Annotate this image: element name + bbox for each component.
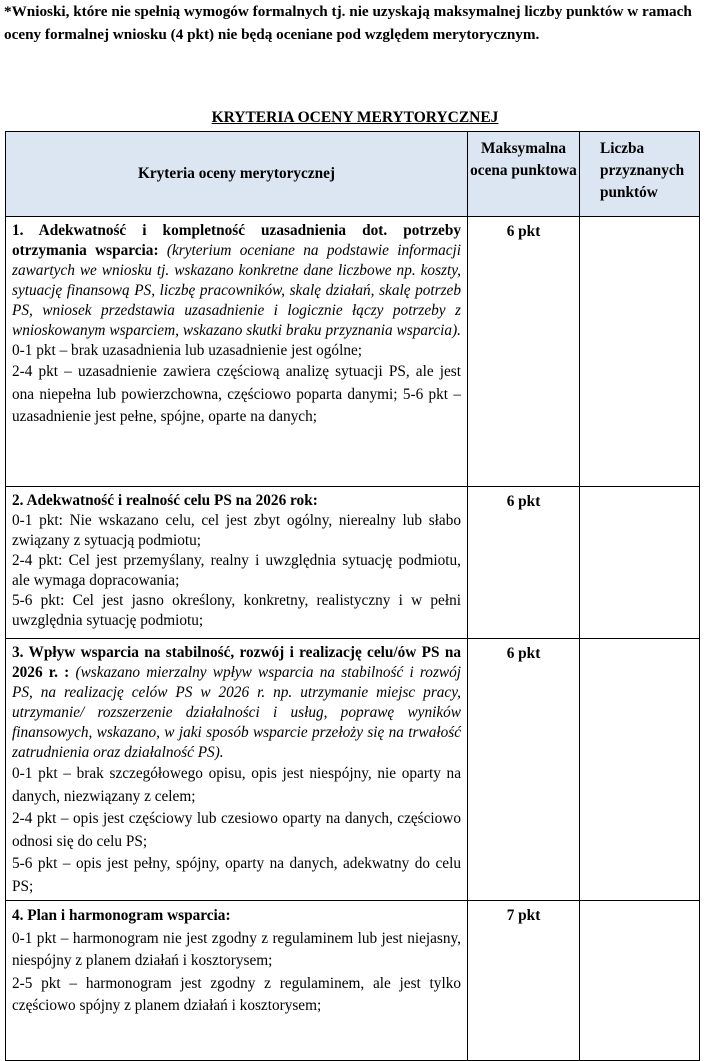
criterion-scoring-line: 2-5 pkt – harmonogram jest zgodny z regulaminem, ale jest tylko częściowo spójny z planem działań i kosztorysem; xyxy=(12,974,461,1014)
criteria-table xyxy=(5,131,700,1061)
criterion-scoring-line: 5-6 pkt: Cel jest jasno określony, konkretny, realistyczny i w pełni uwzględnia sytuację podmiotu; xyxy=(12,592,461,629)
header-awarded-points-label: Liczba przyznanych punktów xyxy=(600,140,685,201)
max-points: 6 pkt xyxy=(468,487,580,639)
awarded-points-cell[interactable] xyxy=(580,901,700,1061)
awarded-points-cell[interactable] xyxy=(580,487,700,639)
criterion-scoring-line: 5-6 pkt – opis jest pełny, spójny, oparty na danych, adekwatny do celu PS; xyxy=(12,855,461,895)
criterion-cell xyxy=(6,487,468,639)
criterion-cell xyxy=(6,639,468,901)
criterion-scoring-line: 2-4 pkt – opis jest częściowy lub czesiowo oparty na danych, częściowo odnosi się do celu PS; xyxy=(12,810,461,850)
criterion-scoring-line: 2-4 pkt – uzasadnienie zawiera częściową analizę sytuacji PS, ale jest ona niepełna lub powierzchowna, częściowo poparta danymi; 5-6 pkt – uzasadnienie jest pełne, spójne, oparte na danych; xyxy=(12,363,461,425)
criterion-cell xyxy=(6,217,468,487)
criterion-title: 2. Adekwatność i realność celu PS na 2026 rok: xyxy=(12,492,318,509)
criterion-cell xyxy=(6,901,468,1061)
awarded-points-cell[interactable] xyxy=(580,217,700,487)
header-awarded-points xyxy=(580,132,700,217)
table-header-row xyxy=(6,132,700,217)
criterion-description: (wskazano mierzalny wpływ wsparcia na stabilność i rozwój PS, na realizację celów PS w 2026 r. np. utrzymanie miejsc pracy, utrzymanie/ rozszerzenie działalności i usług, poprawę wyników finansowych, wskazano, w jaki sposób wsparcie przełoży się na trwałość zatrudnienia oraz działalność PS). xyxy=(12,664,461,761)
table-row xyxy=(6,217,700,487)
criterion-scoring: 0-1 pkt – brak uzasadnienia lub uzasadnienie jest ogólne; xyxy=(12,342,363,359)
criterion-scoring-line: 0-1 pkt: Nie wskazano celu, cel jest zbyt ogólny, nierealny lub słabo związany z sytuacją podmiotu; xyxy=(12,512,461,549)
table-row xyxy=(6,639,700,901)
table-row xyxy=(6,901,700,1061)
max-points: 6 pkt xyxy=(468,217,580,487)
header-max-score-label: Maksymalna ocena punktowa xyxy=(470,140,577,179)
header-max-score xyxy=(468,132,580,217)
max-points: 6 pkt xyxy=(468,639,580,901)
header-criteria xyxy=(6,132,468,217)
criterion-scoring-line: 0-1 pkt – harmonogram nie jest zgodny z regulaminem lub jest niejasny, niespójny z planem działań i kosztorysem; xyxy=(12,929,461,969)
table-row xyxy=(6,487,700,639)
criterion-title: 1. Adekwatność i kompletność uzasadnienia dot. potrzeby otrzymania wsparcia: xyxy=(12,222,461,259)
awarded-points-cell[interactable] xyxy=(580,639,700,901)
criterion-title: 4. Plan i harmonogram wsparcia: xyxy=(12,907,231,924)
criterion-description: (kryterium oceniane na podstawie informacji zawartych we wniosku tj. wskazano konkretne dane liczbowe np. koszty, sytuację finansową PS, liczbę pracowników, skalę działań, skalę potrzeb PS, wniosek przedstawia uzasadnienie i logicznie łączy potrzeby z wnioskowanym wsparciem, wskazano skutki braku przyznania wsparcia). xyxy=(12,242,462,339)
max-points: 7 pkt xyxy=(468,901,580,1061)
section-title: KRYTERIA OCENY MERYTORYCZNEJ xyxy=(211,109,499,126)
criterion-title: 3. Wpływ wsparcia na stabilność, rozwój i realizację celu/ów PS na 2026 r. : xyxy=(12,644,461,681)
criterion-scoring-line: 0-1 pkt – brak szczegółowego opisu, opis jest niespójny, nie oparty na danych, niezwiązany z celem; xyxy=(12,765,461,805)
criterion-scoring-line: 2-4 pkt: Cel jest przemyślany, realny i uwzględnia sytuację podmiotu, ale wymaga dopracowania; xyxy=(12,552,461,589)
header-criteria-label: Kryteria oceny merytorycznej xyxy=(137,165,336,182)
formal-requirements-note: *Wnioski, które nie spełnią wymogów formalnych tj. nie uzyskają maksymalnej liczby punktów w ramach oceny formalnej wniosku (4 pkt) nie będą oceniane pod względem merytorycznym. xyxy=(4,3,692,43)
